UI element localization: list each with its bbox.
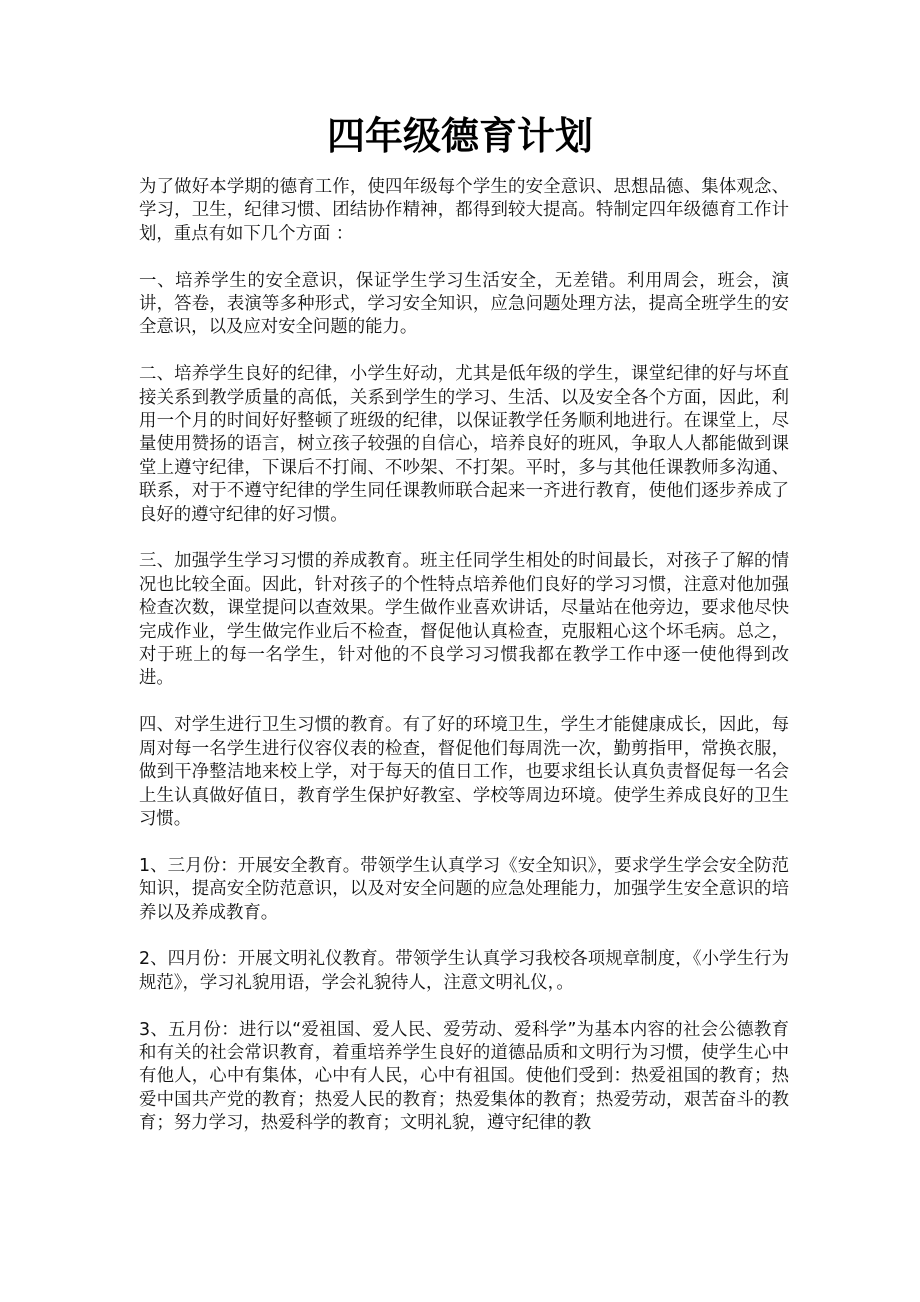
paragraph-discipline: 二、培养学生良好的纪律，小学生好动，尤其是低年级的学生，课堂纪律的好与坏直接关系到教学质量的高低，关系到学生的学习、生活、以及安全各个方面，因此，利用一个月的时间好好整顿了班级的纪律，以保证教学任务顺利地进行。在课堂上，尽量使用赞扬的语言，树立孩子较强的自信心，培养良好的班风，争取人人都能做到课堂上遵守纪律，下课后不打闹、不吵架、不打架。平时，多与其他任课教师多沟通、联系，对于不遵守纪律的学生同任课教师联合起来一齐进行教育，使他们逐步养成了良好的遵守纪律的好习惯。 (139, 364, 789, 525)
document-body (139, 176, 789, 1159)
paragraph-may: 3、五月份：进行以“爱祖国、爱人民、爱劳动、爱科学”为基本内容的社会公德教育和有关的社会常识教育，着重培养学生良好的道德品质和文明行为习惯，使学生心中有他人，心中有集体，心中有人民，心中有祖国。使他们受到：热爱祖国的教育；热爱中国共产党的教育；热爱人民的教育；热爱集体的教育；热爱劳动，艰苦奋斗的教育；努力学习，热爱科学的教育；文明礼貌，遵守纪律的教 (139, 1019, 789, 1134)
paragraph-safety: 一、培养学生的安全意识，保证学生学习生活安全，无差错。利用周会，班会，演讲，答卷，表演等多种形式，学习安全知识，应急问题处理方法，提高全班学生的安全意识，以及应对安全问题的能力。 (139, 270, 789, 338)
paragraph-march: 1、三月份：开展安全教育。带领学生认真学习《安全知识》，要求学生学会安全防范知识，提高安全防范意识，以及对安全问题的应急处理能力，加强学生安全意识的培养以及养成教育。 (139, 855, 789, 923)
paragraph-intro: 为了做好本学期的德育工作，使四年级每个学生的安全意识、思想品德、集体观念、学习，卫生，纪律习惯、团结协作精神，都得到较大提高。特制定四年级德育工作计划，重点有如下几个方面 ： (139, 177, 789, 244)
paragraph-hygiene: 四、对学生进行卫生习惯的教育。有了好的环境卫生，学生才能健康成长，因此，每周对每一名学生进行仪容仪表的检查，督促他们每周洗一次，勤剪指甲，常换衣服，做到干净整洁地来校上学，对于每天的值日工作，也要求组长认真负责督促每一名会上生认真做好值日，教育学生保护好教室、学校等周边环境。使学生养成良好的卫生习惯。 (139, 715, 789, 829)
paragraph-april: 2、四月份：开展文明礼仪教育。带领学生认真学习我校各项规章制度，《小学生行为规范》，学习礼貌用语，学会礼貌待人，注意文明礼仪，。 (139, 949, 789, 993)
document-title: 四年级德育计划 (326, 113, 593, 158)
paragraph-study-habits: 三、加强学生学习习惯的养成教育。班主任同学生相处的时间最长，对孩子了解的情况也比较全面。因此，针对孩子的个性特点培养他们良好的学习习惯，注意对他加强检查次数，课堂提问以查效果。学生做作业喜欢讲话，尽量站在他旁边，要求他尽快完成作业，学生做完作业后不检查，督促他认真检查，克服粗心这个坏毛病。总之，对于班上的每一名学生，针对他的不良学习习惯我都在教学工作中逐一使他得到改进。 (139, 551, 789, 689)
